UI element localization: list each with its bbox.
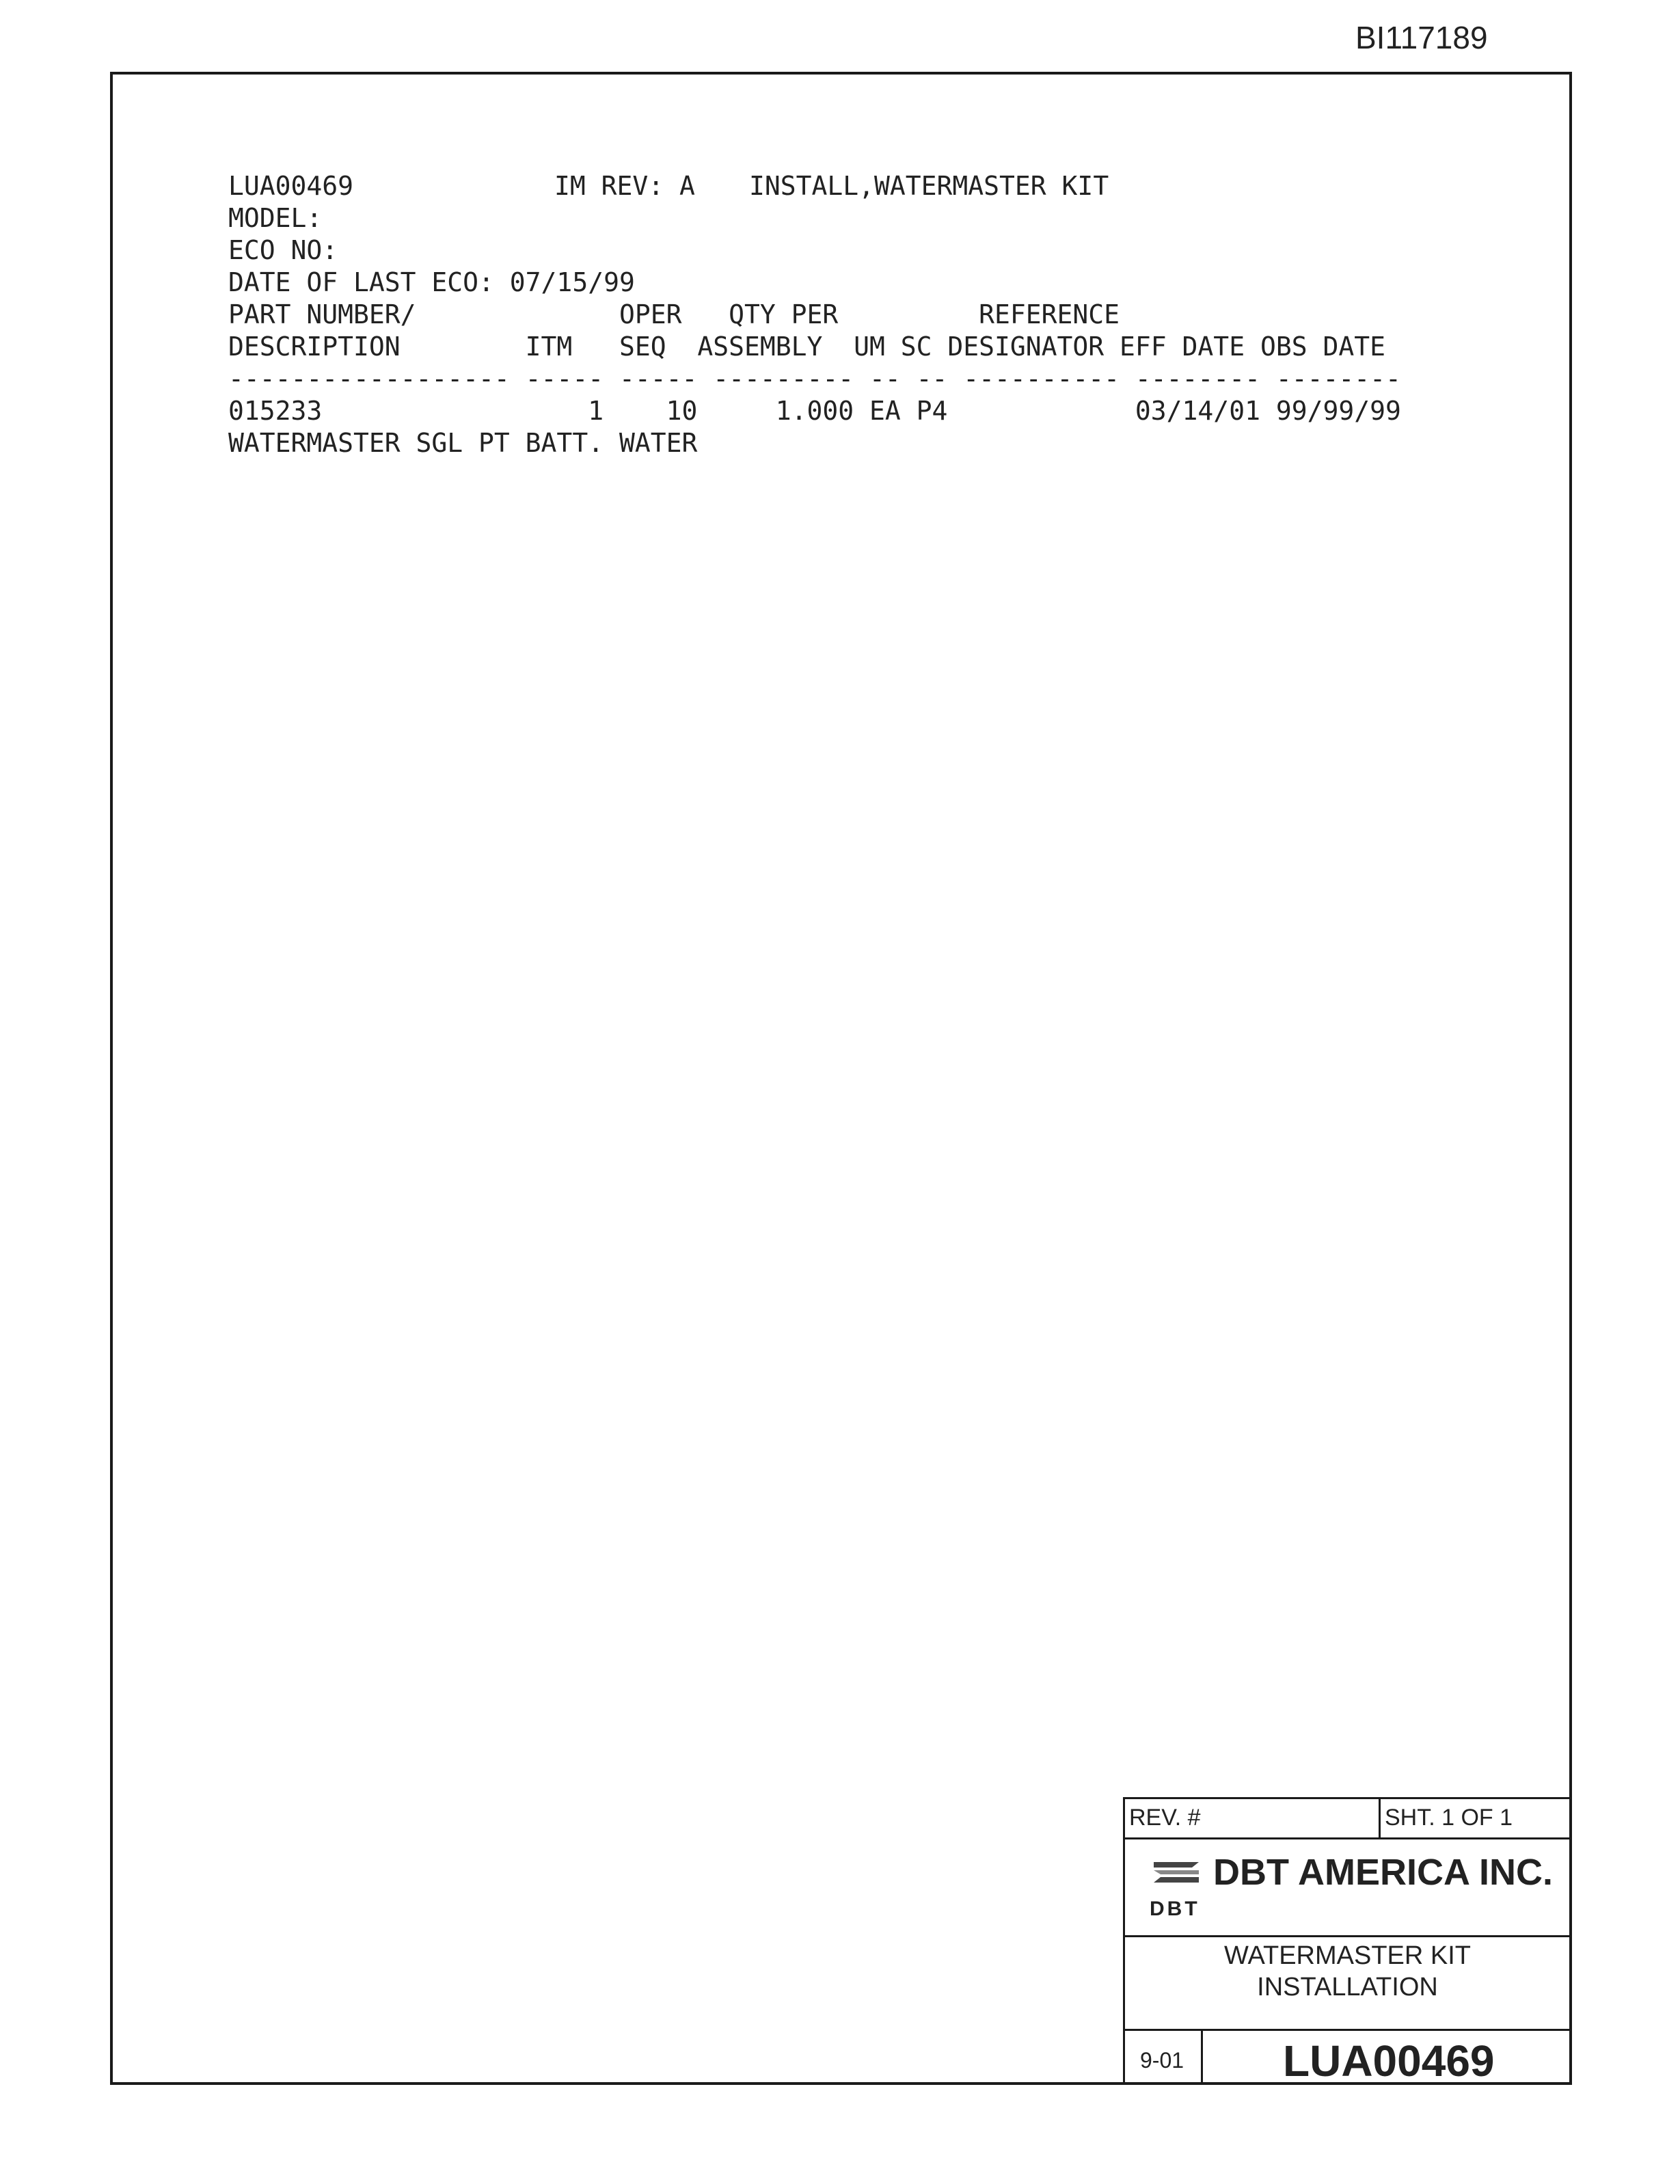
table-header-row-1: PART NUMBER/ OPER QTY PER REFERENCE (228, 299, 1120, 329)
last-eco-date: DATE OF LAST ECO: 07/15/99 (228, 267, 635, 297)
table-header-row-2: DESCRIPTION ITM SEQ ASSEMBLY UM SC DESIGNATOR EFF DATE OBS DATE (228, 332, 1385, 362)
logo-text: DBT (1150, 1898, 1200, 1920)
dbt-logo-icon (1152, 1858, 1200, 1885)
assembly-title: INSTALL,WATERMASTER KIT (749, 171, 1109, 201)
eco-number-label: ECO NO: (228, 235, 338, 265)
table-separator: ------------------ ----- ----- --------- -- -- ---------- -------- -------- (228, 364, 1401, 394)
rev-sheet-divider (1379, 1797, 1381, 1839)
rev-label: REV. # (1129, 1805, 1201, 1831)
table-row: 015233 1 10 1.000 EA P4 03/14/01 99/99/99 (228, 396, 1401, 426)
company-name: DBT AMERICA INC. (1213, 1852, 1553, 1893)
date-code: 9-01 (1140, 2048, 1184, 2073)
model-label: MODEL: (228, 203, 323, 233)
table-row-description: WATERMASTER SGL PT BATT. WATER (228, 428, 698, 458)
im-revision: IM REV: A (554, 171, 695, 201)
sheet-number: SHT. 1 OF 1 (1385, 1805, 1513, 1831)
drawing-number: LUA00469 (1283, 2036, 1495, 2086)
drawing-title-line-2: INSTALLATION (1257, 1973, 1438, 2001)
number-row-divider (1201, 2031, 1203, 2085)
part-number-header: LUA00469 (228, 171, 354, 201)
document-id: BI117189 (1355, 20, 1488, 55)
drawing-title-line-1: WATERMASTER KIT (1224, 1941, 1471, 1970)
